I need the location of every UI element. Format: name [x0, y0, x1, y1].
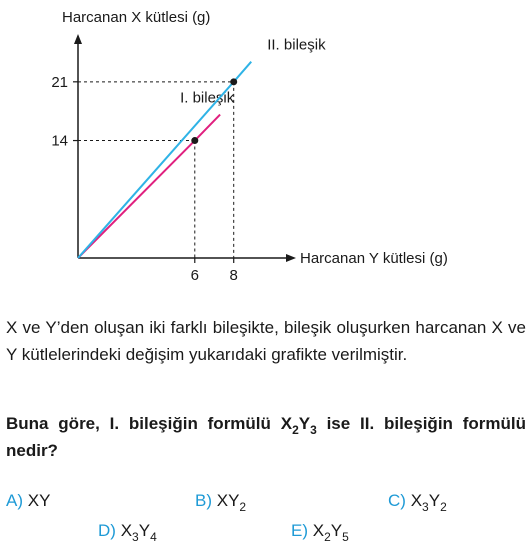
- question-text-after: ise II. bileşiğin formülü nedir?: [6, 414, 526, 460]
- option-d-formula-y: Y: [138, 521, 151, 540]
- y-tick-label-1: 14: [51, 132, 68, 150]
- x-tick-label-1: 6: [190, 267, 199, 284]
- option-a-letter: A): [6, 491, 23, 510]
- description-text: X ve Y’den oluşan iki farklı bileşikte, bileşik oluşurken harcanan X ve Y kütlelerindeki değişim yukarıdaki grafikte verilmiştir.: [6, 318, 526, 364]
- option-b[interactable]: [195, 491, 247, 514]
- option-d-formula-y-sub: 4: [150, 530, 157, 544]
- option-c-formula-y: Y: [428, 491, 441, 510]
- option-b-letter: B): [195, 491, 212, 510]
- option-e-formula-y-sub: 5: [342, 530, 349, 544]
- formula-x: X: [280, 414, 293, 433]
- option-e-letter: E): [291, 521, 308, 540]
- option-e-formula-y: Y: [330, 521, 343, 540]
- option-c-letter: C): [388, 491, 406, 510]
- data-point-1: [191, 137, 198, 144]
- y-axis-arrow: [74, 34, 82, 44]
- x-axis-arrow: [286, 254, 296, 262]
- option-c[interactable]: [388, 491, 447, 514]
- question-text: [6, 410, 526, 464]
- option-a[interactable]: [6, 491, 50, 511]
- option-a-formula: XY: [27, 491, 51, 510]
- option-c-formula: [410, 491, 447, 514]
- option-e-formula-x: X: [312, 521, 325, 540]
- x-tick-label-2: 8: [229, 267, 238, 284]
- option-d[interactable]: [98, 521, 157, 544]
- y-tick-label-2: 21: [51, 73, 68, 91]
- data-point-2: [230, 78, 237, 85]
- option-e-formula: [312, 521, 349, 544]
- option-b-formula-base: XY: [216, 491, 240, 510]
- formula-y: Y: [298, 414, 311, 433]
- question-text-before: Buna göre, I. bileşiğin formülü: [6, 414, 281, 433]
- option-b-formula-sub: 2: [239, 500, 247, 514]
- option-d-letter: D): [98, 521, 116, 540]
- option-b-formula: [216, 491, 247, 514]
- y-axis-label: Harcanan X kütlesi (g): [62, 9, 211, 26]
- option-d-formula-x: X: [120, 521, 133, 540]
- formula-y-sub: 3: [310, 423, 317, 437]
- option-c-formula-x-sub: 3: [422, 500, 429, 514]
- option-d-formula-x-sub: 3: [132, 530, 139, 544]
- series-line-1: [78, 115, 220, 258]
- x-axis-label: Harcanan Y kütlesi (g): [300, 250, 448, 267]
- option-e-formula-x-sub: 2: [324, 530, 331, 544]
- option-e[interactable]: [291, 521, 349, 544]
- option-d-formula: [120, 521, 157, 544]
- option-c-formula-x: X: [410, 491, 423, 510]
- series-label-1: I. bileşik: [180, 89, 235, 107]
- option-c-formula-y-sub: 2: [440, 500, 447, 514]
- formula-x-sub: 2: [292, 423, 299, 437]
- series-line-2: [78, 62, 251, 258]
- series-label-2: II. bileşik: [267, 36, 326, 54]
